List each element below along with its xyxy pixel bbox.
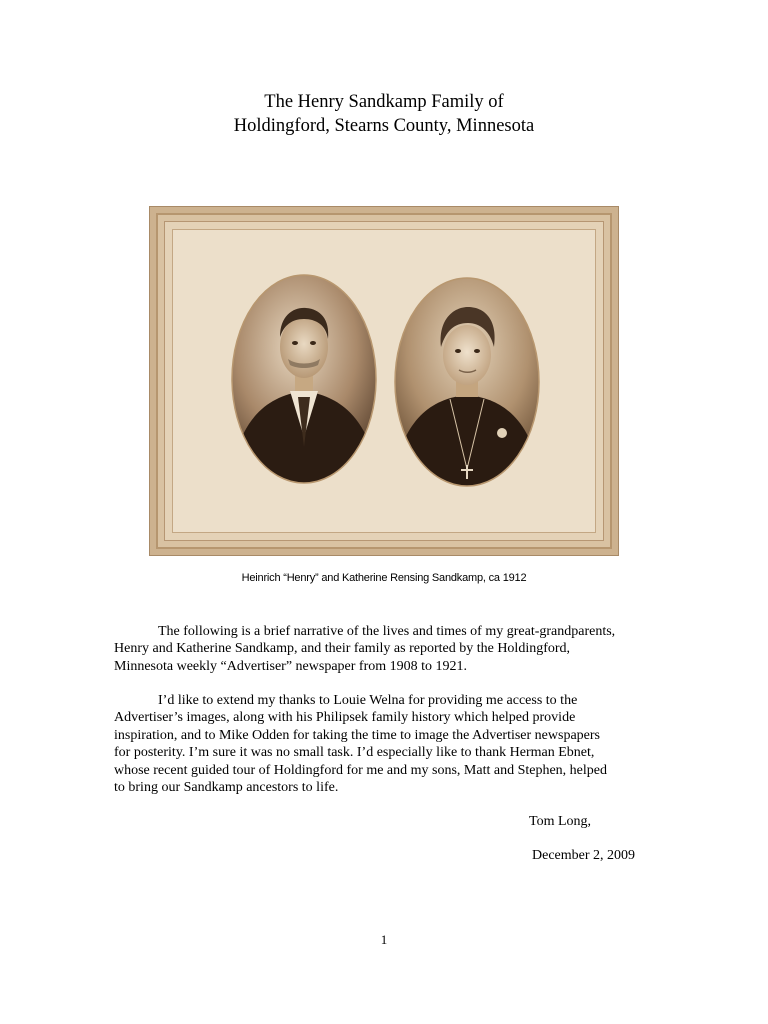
paragraph-line: inspiration, and to Mike Odden for taking the time to image the Advertiser newspapers: [114, 727, 600, 743]
paragraph-line: The following is a brief narrative of the lives and times of my great-grandparents,: [158, 624, 616, 639]
intro-paragraph: [114, 623, 654, 675]
paragraph-line: Advertiser’s images, along with his Philipsek family history which helped provide: [114, 710, 576, 726]
photo-caption: Heinrich “Henry” and Katherine Rensing Sandkamp, ca 1912: [241, 572, 527, 584]
page-number: 1: [380, 932, 388, 947]
henry-portrait: [220, 267, 390, 497]
document-title: [0, 90, 768, 138]
family-photograph: [149, 206, 619, 556]
acknowledgements-paragraph: [114, 692, 654, 796]
portrait-ovals: [150, 207, 620, 557]
paragraph-line: to bring our Sandkamp ancestors to life.: [114, 780, 339, 796]
paragraph-line: for posterity. I’m sure it was no small task. I’d especially like to thank Herman Ebnet,: [114, 745, 595, 761]
title-line-2: Holdingford, Stearns County, Minnesota: [233, 116, 535, 136]
title-line-1: The Henry Sandkamp Family of: [264, 92, 504, 112]
paragraph-line: whose recent guided tour of Holdingford for me and my sons, Matt and Stephen, helped: [114, 762, 608, 778]
paragraph-line: Minnesota weekly “Advertiser” newspaper from 1908 to 1921.: [114, 658, 468, 674]
paragraph-line: Henry and Katherine Sandkamp, and their family as reported by the Holdingford,: [114, 641, 571, 657]
signature-date: December 2, 2009: [532, 848, 636, 863]
katherine-portrait: [383, 267, 553, 497]
signature-name: Tom Long,: [529, 814, 592, 829]
paragraph-line: I’d like to extend my thanks to Louie Welna for providing me access to the: [158, 693, 578, 708]
